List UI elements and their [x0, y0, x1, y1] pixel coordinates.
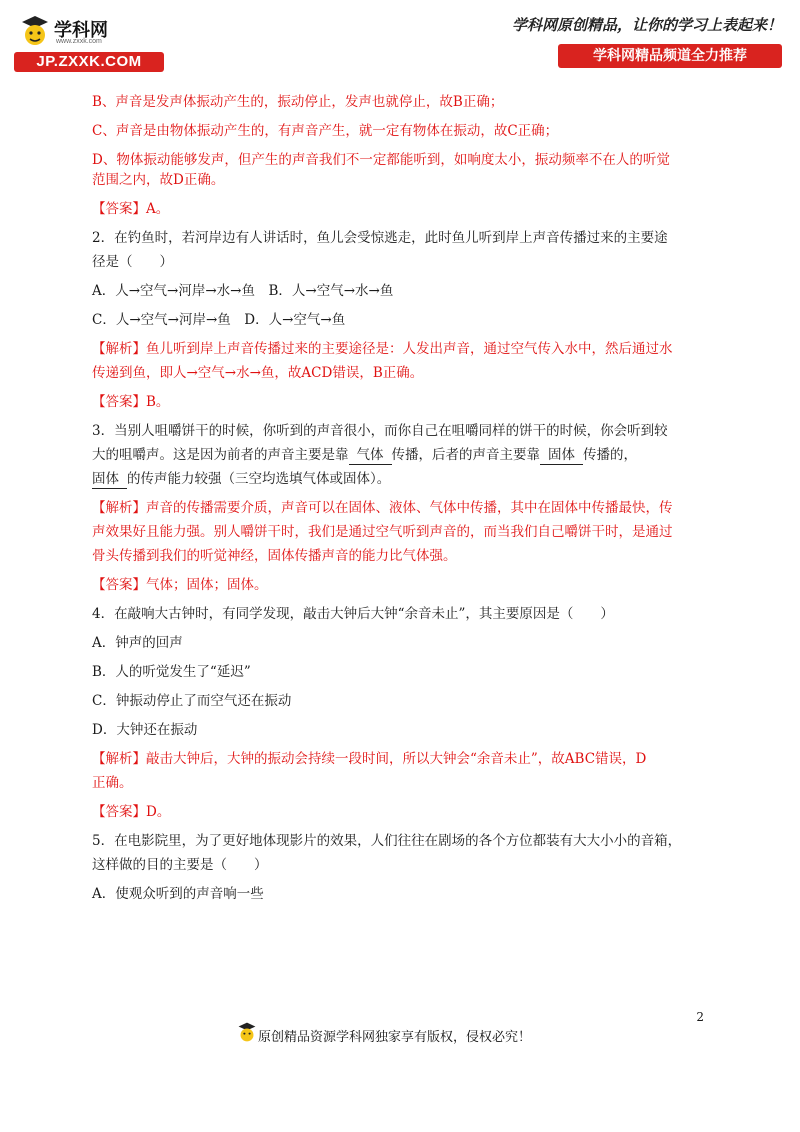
- q4-analysis-line1: 【解析】敲击大钟后，大钟的振动会持续一段时间，所以大钟会“余音未止”，故ABC错误，D: [92, 751, 647, 767]
- q3-blank-2: 固体: [540, 446, 583, 465]
- q3-analysis-line1: 【解析】声音的传播需要介质，声音可以在固体、液体、气体中传播，其中在固体中传播最快，传: [92, 500, 673, 516]
- q4-option-d: D．大钟还在振动: [92, 722, 198, 738]
- q4-option-b: B．人的听觉发生了“延迟”: [92, 664, 251, 680]
- q2-options-ab: A．人→空气→河岸→水→鱼 B．人→空气→水→鱼: [92, 283, 394, 299]
- q4-option-a: A．钟声的回声: [92, 635, 183, 651]
- page-header: [0, 0, 800, 80]
- q3-stem-text-d: 的传声能力较强（三空均选填气体或固体）。: [127, 471, 391, 487]
- q3-stem-line1: 3．当别人咀嚼饼干的时候，你听到的声音很小，而你自己在咀嚼同样的饼干的时候，你会听到较: [92, 423, 668, 439]
- q4-answer: 【答案】D。: [92, 804, 171, 820]
- q3-blank-1: 气体: [349, 446, 392, 465]
- q1-option-c-analysis: C、声音是由物体振动产生的，有声音产生，就一定有物体在振动，故C正确；: [92, 123, 559, 139]
- q3-stem-line3: [92, 469, 712, 498]
- page-number: 2: [696, 1010, 704, 1024]
- q5-stem-line2: 这样做的目的主要是（ ）: [92, 857, 268, 873]
- q4-stem: 4．在敲响大古钟时，有同学发现，敲击大钟后大钟“余音未止”，其主要原因是（ ）: [92, 606, 614, 622]
- q1-option-d-analysis-line2: 范围之内，故D正确。: [92, 172, 225, 188]
- logo-title: 学科网: [54, 20, 108, 40]
- q3-blank-3: 固体: [92, 470, 127, 489]
- q1-answer: 【答案】A。: [92, 201, 170, 217]
- zxxk-logo[interactable]: [14, 14, 164, 72]
- q2-analysis-line2: 传递到鱼，即人→空气→水→鱼，故ACD错误，B正确。: [92, 365, 424, 381]
- header-slogan: 学科网原创精品，让你的学习上表起来！: [511, 16, 782, 34]
- q3-stem-text-c: 传播的，: [583, 447, 637, 463]
- page-footer: [0, 1010, 800, 1050]
- q2-analysis-line1: 【解析】鱼儿听到岸上声音传播过来的主要途径是：人发出声音，通过空气传入水中，然后通过水: [92, 341, 673, 357]
- mascot-icon: [18, 14, 52, 50]
- q2-options-cd: C．人→空气→河岸→鱼 D．人→空气→鱼: [92, 312, 346, 328]
- document-body: [92, 92, 712, 913]
- q3-analysis-line2: 声效果好且能力强。别人嚼饼干时，我们是通过空气听到声音的，而当我们自己嚼饼干时，是通过: [92, 524, 673, 540]
- q3-answer: 【答案】气体；固体；固体。: [92, 577, 268, 593]
- q3-stem-line2: [92, 445, 712, 469]
- q3-stem-text-a: 大的咀嚼声。这是因为前者的声音主要是靠: [92, 447, 349, 463]
- header-banner[interactable]: 学科网精品频道全力推荐: [558, 44, 782, 68]
- copyright-notice: 原创精品资源学科网独家享有版权，侵权必究！: [258, 1030, 532, 1045]
- logo-url-badge[interactable]: JP.ZXXK.COM: [14, 52, 164, 72]
- q2-answer: 【答案】B。: [92, 394, 170, 410]
- q2-stem-line1: 2．在钓鱼时，若河岸边有人讲话时，鱼儿会受惊逃走，此时鱼儿听到岸上声音传播过来的主要途: [92, 230, 668, 246]
- q5-option-a: A．使观众听到的声音响一些: [92, 886, 264, 902]
- logo-subtitle: www.zxxk.com: [56, 38, 102, 45]
- q1-option-d-analysis-line1: D、物体振动能够发声，但产生的声音我们不一定都能听到，如响度太小，振动频率不在人的听觉: [92, 152, 670, 168]
- q2-stem-line2: 径是（ ）: [92, 254, 173, 270]
- q3-stem-text-b: 传播，后者的声音主要靠: [391, 447, 540, 463]
- q5-stem-line1: 5．在电影院里，为了更好地体现影片的效果，人们往往在剧场的各个方位都装有大大小小的音箱，: [92, 833, 682, 849]
- q3-analysis-line3: 骨头传播到我们的听觉神经，固体传播声音的能力比气体强。: [92, 548, 457, 564]
- q4-option-c: C．钟振动停止了而空气还在振动: [92, 693, 292, 709]
- q1-option-b-analysis: B、声音是发声体振动产生的，振动停止，发声也就停止，故B正确；: [92, 94, 504, 110]
- q4-analysis-line2: 正确。: [92, 775, 133, 791]
- mascot-icon: [236, 1020, 258, 1046]
